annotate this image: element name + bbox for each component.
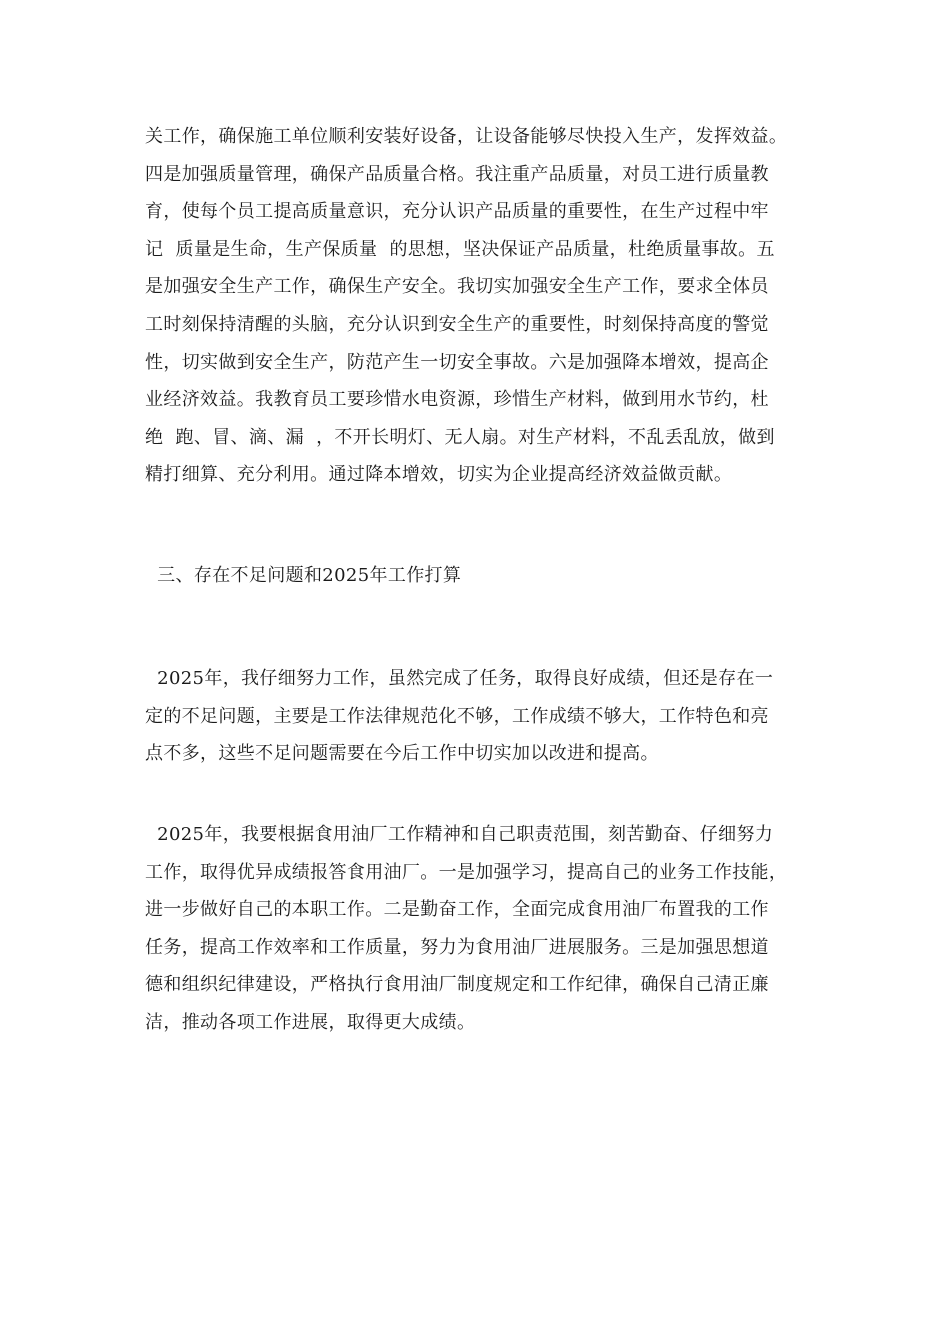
- text-line: 绝 跑、冒、滴、漏 ，不开长明灯、无人扇。对生产材料，不乱丢乱放，做到: [145, 426, 775, 448]
- text-line: 洁，推动各项工作进展，取得更大成绩。: [145, 1011, 476, 1033]
- text-line: 德和组织纪律建设，严格执行食用油厂制度规定和工作纪律，确保自己清正廉: [145, 974, 769, 996]
- text-line: 是加强安全生产工作，确保生产安全。我切实加强安全生产工作，要求全体员: [145, 276, 769, 298]
- text-line: 工时刻保持清醒的头脑，充分认识到安全生产的重要性，时刻保持高度的警觉: [145, 313, 769, 335]
- section-heading: [145, 557, 825, 595]
- text-line: 关工作，确保施工单位顺利安装好设备，让设备能够尽快投入生产，发挥效益。: [145, 126, 788, 147]
- text-line: 育，使每个员工提高质量意识，充分认识产品质量的重要性，在生产过程中牢: [145, 201, 769, 223]
- paragraph-quality-safety-cost: [145, 118, 825, 494]
- text-line: 工作，取得优异成绩报答食用油厂。一是加强学习，提高自己的业务工作技能，: [145, 861, 788, 883]
- section-heading-text: 三、存在不足问题和2025年工作打算: [145, 565, 462, 586]
- text-line: 记 质量是生命，生产保质量 的思想，坚决保证产品质量，杜绝质量事故。五: [145, 238, 775, 260]
- text-line: 性，切实做到安全生产，防范产生一切安全事故。六是加强降本增效，提高企: [145, 351, 769, 373]
- text-line: 业经济效益。我教育员工要珍惜水电资源，珍惜生产材料，做到用水节约，杜: [145, 389, 769, 411]
- text-line: 任务，提高工作效率和工作质量，努力为食用油厂进展服务。三是加强思想道: [145, 936, 769, 958]
- text-line: 精打细算、充分利用。通过降本增效，切实为企业提高经济效益做贡献。: [145, 464, 733, 486]
- paragraph-work-plan: [145, 816, 825, 1042]
- text-line: 2025年，我要根据食用油厂工作精神和自己职责范围，刻苦勤奋、仔细努力: [145, 824, 774, 845]
- paragraph-shortcomings: [145, 660, 825, 773]
- text-line: 四是加强质量管理，确保产品质量合格。我注重产品质量，对员工进行质量教: [145, 163, 769, 185]
- text-line: 定的不足问题，主要是工作法律规范化不够，工作成绩不够大，工作特色和亮: [145, 705, 769, 727]
- text-line: 点不多，这些不足问题需要在今后工作中切实加以改进和提高。: [145, 743, 659, 765]
- text-line: 2025年，我仔细努力工作，虽然完成了任务，取得良好成绩，但还是存在一: [145, 668, 774, 689]
- text-line: 进一步做好自己的本职工作。二是勤奋工作，全面完成食用油厂布置我的工作: [145, 899, 769, 921]
